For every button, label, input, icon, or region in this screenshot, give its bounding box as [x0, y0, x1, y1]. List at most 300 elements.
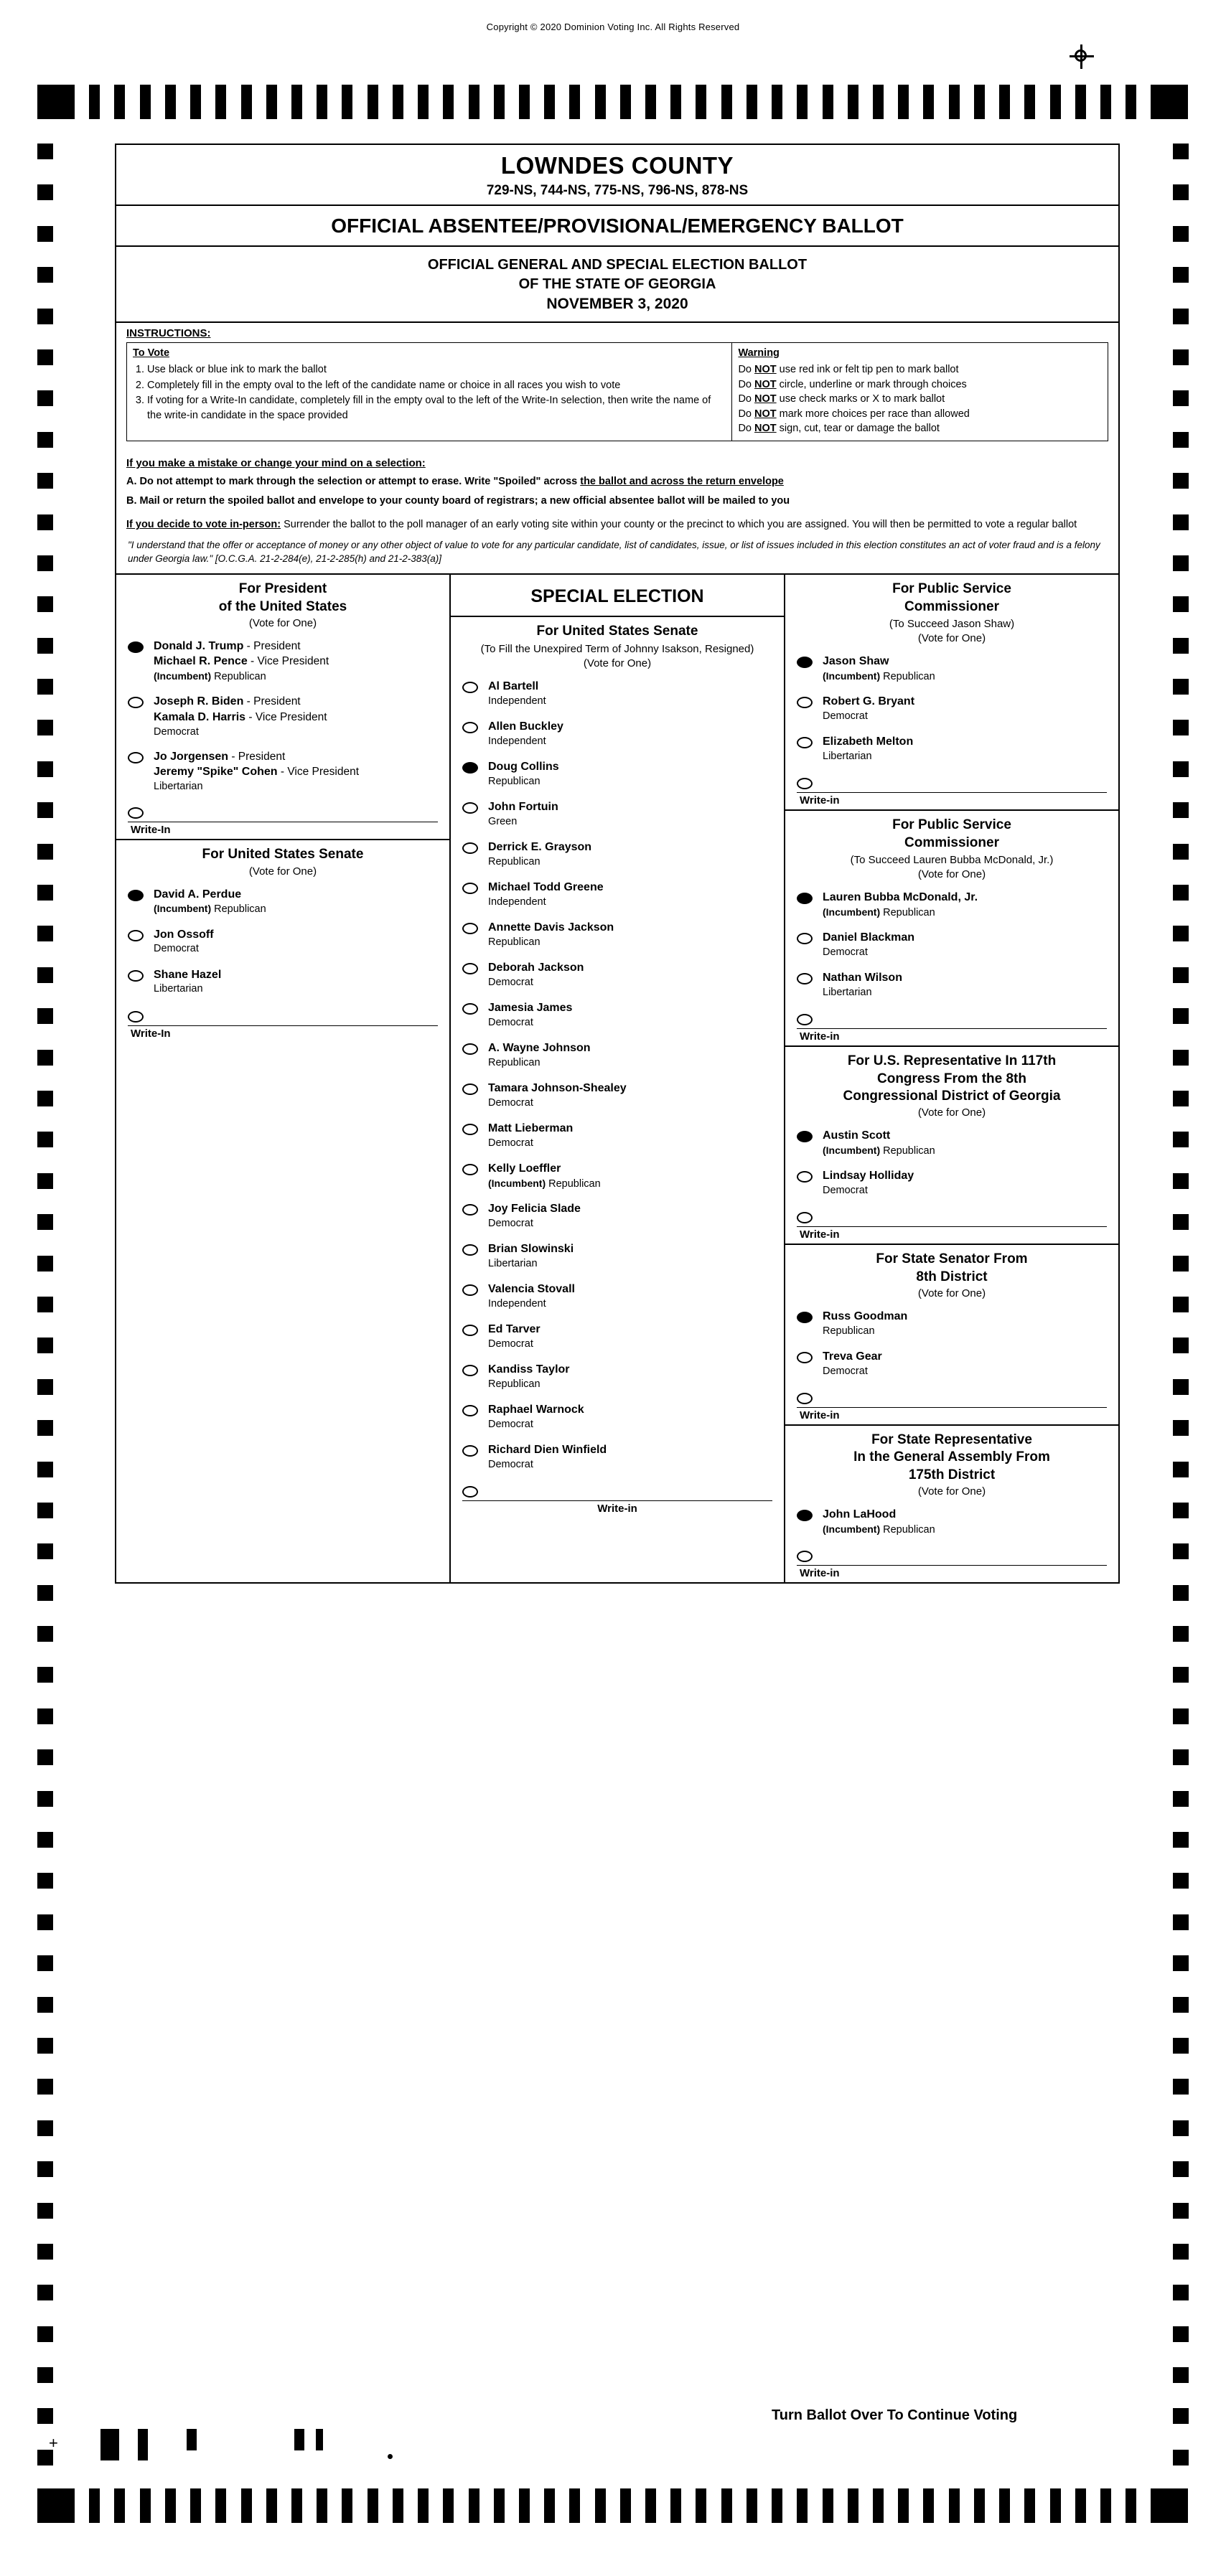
write-in-option[interactable]	[785, 1005, 1118, 1025]
candidate-text	[488, 840, 591, 869]
timing-mark	[294, 2429, 304, 2450]
turn-ballot-note: Turn Ballot Over To Continue Voting	[772, 2407, 1018, 2423]
timing-mark	[418, 2488, 429, 2523]
timing-mark	[949, 2488, 960, 2523]
write-in-line[interactable]	[797, 1226, 1107, 1241]
candidate-text	[823, 1507, 935, 1537]
timing-mark	[974, 2488, 985, 2523]
timing-mark	[418, 85, 429, 119]
candidate-option[interactable]	[451, 875, 784, 915]
write-in-label: Write-in	[597, 1503, 637, 1515]
write-in-option[interactable]	[116, 1002, 449, 1023]
timing-mark	[823, 2488, 833, 2523]
timing-mark	[1173, 1749, 1189, 1765]
contest-subtitle: (To Succeed Jason Shaw)	[889, 617, 1015, 630]
candidate-option[interactable]	[116, 962, 449, 1002]
timing-mark	[37, 2161, 53, 2177]
selected-vote-oval[interactable]	[797, 1312, 813, 1323]
running-mate-office: - Vice President	[245, 710, 327, 723]
candidate-option[interactable]	[451, 1076, 784, 1116]
timing-mark	[544, 2488, 555, 2523]
timing-mark	[1173, 596, 1189, 612]
candidate-text	[823, 654, 935, 684]
timing-mark	[37, 1379, 53, 1395]
vote-oval[interactable]	[462, 1164, 478, 1175]
contest-title: For Public Service Commissioner	[892, 581, 1011, 614]
candidate-option[interactable]	[451, 714, 784, 754]
timing-mark	[291, 2488, 302, 2523]
vote-oval[interactable]	[128, 970, 144, 982]
vote-oval[interactable]	[128, 752, 144, 763]
timing-mark	[1173, 1626, 1189, 1642]
timing-mark	[342, 2488, 352, 2523]
candidate-party: Republican	[488, 1378, 541, 1390]
vote-oval[interactable]	[462, 1244, 478, 1256]
candidate-party: Democrat	[823, 710, 868, 722]
timing-mark	[999, 85, 1010, 119]
timing-mark	[37, 349, 53, 365]
timing-mark	[721, 2488, 732, 2523]
timing-mark	[797, 85, 808, 119]
timing-marks-left	[37, 144, 53, 2450]
candidate-party: Democrat	[823, 946, 868, 959]
timing-mark	[1173, 885, 1189, 901]
candidate-option[interactable]	[785, 1344, 1118, 1384]
vote-oval[interactable]	[462, 1405, 478, 1416]
selected-vote-oval[interactable]	[128, 890, 144, 901]
timing-mark	[1173, 967, 1189, 983]
candidate-text	[823, 1309, 907, 1338]
timing-mark	[37, 144, 53, 159]
contest-title: For President of the United States	[218, 581, 347, 614]
timing-mark	[1024, 2488, 1035, 2523]
timing-mark	[215, 85, 226, 119]
vote-oval[interactable]	[462, 722, 478, 733]
timing-mark	[1173, 1214, 1189, 1230]
timing-mark	[1173, 1091, 1189, 1106]
vote-oval[interactable]	[797, 1393, 813, 1404]
write-in-label: Write-in	[800, 1030, 840, 1043]
vote-oval[interactable]	[797, 973, 813, 984]
ballot-type-title: OFFICIAL ABSENTEE/PROVISIONAL/EMERGENCY BALLOT	[116, 206, 1118, 247]
timing-mark	[1173, 432, 1189, 448]
mistake-a-underlined: the ballot and across the return envelope	[580, 475, 784, 487]
candidate-name: Lauren Bubba McDonald, Jr.	[823, 891, 978, 904]
running-mate-name: Jeremy "Spike" Cohen	[154, 766, 278, 779]
candidate-name: Shane Hazel	[154, 968, 222, 981]
candidate-option[interactable]	[785, 1502, 1118, 1542]
timing-mark	[241, 2488, 252, 2523]
vote-oval[interactable]	[462, 923, 478, 934]
timing-mark	[37, 226, 53, 242]
timing-mark	[974, 85, 985, 119]
vote-oval[interactable]	[128, 697, 144, 708]
selected-vote-oval[interactable]	[462, 762, 478, 774]
candidate-party: Democrat	[488, 1096, 533, 1109]
timing-mark	[37, 2244, 53, 2260]
candidate-party: (Incumbent) Republican	[823, 906, 935, 919]
candidate-text	[488, 1282, 575, 1311]
mistake-title: If you make a mistake or change your mind on a selection:	[126, 456, 426, 469]
candidate-option[interactable]	[451, 1357, 784, 1397]
timing-mark	[140, 2488, 151, 2523]
mistake-option-b: B. Mail or return the spoiled ballot and envelope to your county board of registrars; a new official absentee ballot will be mailed to you	[126, 495, 790, 507]
candidate-party: Libertarian	[823, 987, 872, 999]
timing-mark	[670, 85, 681, 119]
candidate-party: Republican	[488, 1056, 541, 1068]
candidate-text	[488, 960, 584, 989]
timing-mark	[37, 432, 53, 448]
candidate-name: Joy Felicia Slade	[488, 1203, 581, 1215]
vote-oval[interactable]	[462, 1365, 478, 1376]
timing-marks-right	[1173, 144, 1189, 2450]
footer-dot-mark	[388, 2454, 393, 2459]
candidate-name: Daniel Blackman	[823, 931, 915, 944]
timing-mark	[37, 2079, 53, 2095]
contest	[785, 575, 1118, 811]
candidate-text	[823, 970, 902, 1000]
timing-mark	[443, 85, 454, 119]
candidate-name: A. Wayne Johnson	[488, 1042, 591, 1054]
timing-mark	[494, 2488, 505, 2523]
candidate-option[interactable]	[785, 689, 1118, 729]
vote-oval[interactable]	[797, 1352, 813, 1363]
candidate-option[interactable]	[785, 1163, 1118, 1203]
vote-oval[interactable]	[462, 842, 478, 854]
timing-mark	[1173, 1667, 1189, 1683]
vote-oval[interactable]	[797, 778, 813, 789]
timing-mark	[37, 885, 53, 901]
timing-mark	[37, 596, 53, 612]
vote-oval[interactable]	[462, 1284, 478, 1296]
candidate-text	[488, 799, 558, 829]
timing-marks-bottom	[37, 2488, 1189, 2523]
vote-oval[interactable]	[462, 1204, 478, 1216]
vote-oval[interactable]	[462, 802, 478, 814]
candidate-name: Jo Jorgensen	[154, 750, 229, 763]
timing-mark	[1173, 1543, 1189, 1559]
special-election-header: SPECIAL ELECTION	[451, 575, 784, 617]
candidate-option[interactable]	[116, 922, 449, 962]
candidate-text	[823, 930, 914, 959]
candidate-text	[823, 694, 914, 723]
candidate-option[interactable]	[451, 1035, 784, 1076]
contest-title: For United States Senate	[536, 624, 698, 639]
candidate-text	[488, 719, 563, 748]
timing-mark	[138, 2429, 148, 2460]
timing-mark	[620, 85, 631, 119]
candidate-office: - President	[243, 639, 301, 652]
timing-mark	[37, 514, 53, 530]
timing-mark	[898, 2488, 909, 2523]
timing-mark	[37, 1008, 53, 1024]
timing-mark	[1100, 85, 1111, 119]
timing-mark	[1075, 2488, 1086, 2523]
contest-title: For United States Senate	[202, 847, 364, 862]
candidate-option[interactable]	[785, 729, 1118, 769]
warning-emphasis: NOT	[754, 363, 777, 375]
candidate-option[interactable]	[451, 835, 784, 875]
candidate-name: Lindsay Holliday	[823, 1170, 914, 1183]
to-vote-steps	[133, 362, 726, 423]
candidate-option[interactable]	[451, 1156, 784, 1196]
timing-mark	[595, 2488, 606, 2523]
vote-oval[interactable]	[128, 807, 144, 819]
write-in-option[interactable]	[785, 1203, 1118, 1223]
timing-mark	[37, 1462, 53, 1477]
timing-mark	[100, 2429, 119, 2460]
timing-mark	[1173, 1338, 1189, 1353]
ballot-column-1	[116, 575, 451, 1582]
vote-oval[interactable]	[462, 1003, 478, 1015]
timing-mark	[1173, 2285, 1189, 2300]
timing-mark	[772, 85, 782, 119]
candidate-name: Austin Scott	[823, 1129, 891, 1142]
vote-oval[interactable]	[128, 930, 144, 941]
candidate-party: Independent	[488, 695, 546, 707]
timing-mark	[696, 2488, 706, 2523]
timing-mark	[595, 85, 606, 119]
timing-mark	[190, 2488, 201, 2523]
contest	[116, 575, 449, 840]
timing-mark	[1173, 1708, 1189, 1724]
candidate-option[interactable]	[451, 794, 784, 835]
vote-oval[interactable]	[462, 1325, 478, 1336]
timing-mark	[494, 85, 505, 119]
write-in-option[interactable]	[451, 1477, 784, 1498]
candidate-option[interactable]	[451, 915, 784, 955]
timing-mark	[469, 2488, 479, 2523]
vote-for-instruction: (Vote for One)	[917, 1485, 986, 1498]
timing-mark	[1173, 2408, 1189, 2424]
candidate-text	[488, 679, 546, 708]
candidate-text	[154, 887, 266, 917]
candidate-name: Robert G. Bryant	[823, 695, 915, 708]
timing-mark	[291, 85, 302, 119]
candidate-text	[823, 1128, 935, 1158]
candidate-party: Libertarian	[154, 983, 203, 995]
timing-mark	[923, 2488, 934, 2523]
timing-mark	[368, 85, 378, 119]
timing-mark	[1173, 1832, 1189, 1848]
timing-mark	[37, 1873, 53, 1889]
candidate-text	[488, 1000, 572, 1030]
vote-oval[interactable]	[462, 1445, 478, 1457]
selected-vote-oval[interactable]	[128, 641, 144, 653]
vote-oval[interactable]	[797, 697, 813, 708]
vote-oval[interactable]	[797, 1212, 813, 1223]
vote-oval[interactable]	[462, 1043, 478, 1055]
selected-vote-oval[interactable]	[797, 1510, 813, 1521]
candidate-party: Republican	[488, 775, 541, 787]
timing-mark	[368, 2488, 378, 2523]
timing-mark	[37, 1955, 53, 1971]
write-in-option[interactable]	[785, 1542, 1118, 1562]
vote-oval[interactable]	[797, 1171, 813, 1183]
timing-mark	[37, 85, 75, 119]
candidate-option[interactable]	[785, 1304, 1118, 1344]
timing-mark	[187, 2429, 197, 2450]
timing-mark	[89, 2488, 100, 2523]
candidate-option[interactable]	[451, 674, 784, 714]
timing-mark	[317, 85, 327, 119]
timing-mark	[1173, 555, 1189, 571]
voter-fraud-oath: "I understand that the offer or acceptance of money or any other object of value to vote for any particular candidate, list of candidates, issue, or list of issues included in this election constitutes an act of voter fraud and is a felony under Georgia law." [O.C.G.A. 21-2-284(e), 21-2-285(h) and 21-2-383(a)]	[128, 540, 1100, 565]
write-in-line[interactable]	[797, 1028, 1107, 1043]
timing-mark	[1173, 2244, 1189, 2260]
vote-oval[interactable]	[797, 1551, 813, 1562]
candidate-name: Ed Tarver	[488, 1323, 541, 1335]
timing-mark	[37, 1420, 53, 1436]
candidate-option[interactable]	[451, 1196, 784, 1236]
vote-oval[interactable]	[462, 682, 478, 693]
vote-oval[interactable]	[797, 1014, 813, 1025]
vote-for-instruction: (Vote for One)	[917, 1287, 986, 1299]
timing-mark	[1050, 2488, 1061, 2523]
candidate-option[interactable]	[116, 634, 449, 690]
vote-oval[interactable]	[462, 1083, 478, 1095]
timing-mark	[1100, 2488, 1111, 2523]
candidate-option[interactable]	[451, 754, 784, 794]
timing-mark	[37, 2285, 53, 2300]
write-in-line[interactable]	[462, 1500, 772, 1515]
candidate-option[interactable]	[451, 1116, 784, 1156]
selected-vote-oval[interactable]	[797, 1131, 813, 1142]
timing-mark	[923, 85, 934, 119]
candidate-option[interactable]	[116, 744, 449, 799]
vote-oval[interactable]	[797, 737, 813, 748]
candidate-party: (Incumbent) Republican	[154, 903, 266, 916]
timing-mark	[1173, 1050, 1189, 1066]
timing-mark	[37, 1214, 53, 1230]
timing-mark	[1173, 184, 1189, 200]
write-in-line[interactable]	[797, 1407, 1107, 1421]
timing-mark	[645, 2488, 656, 2523]
write-in-line[interactable]	[128, 1025, 438, 1040]
candidate-option[interactable]	[451, 1236, 784, 1277]
timing-mark	[898, 85, 909, 119]
candidate-name: Kandiss Taylor	[488, 1363, 570, 1376]
timing-mark	[37, 1585, 53, 1601]
timing-mark	[37, 2367, 53, 2383]
candidate-option[interactable]	[451, 1397, 784, 1437]
write-in-option[interactable]	[785, 769, 1118, 789]
timing-mark	[772, 2488, 782, 2523]
running-mate-name: Kamala D. Harris	[154, 710, 246, 723]
selected-vote-oval[interactable]	[797, 657, 813, 668]
timing-mark	[37, 1914, 53, 1930]
vote-oval[interactable]	[462, 1124, 478, 1135]
timing-mark	[165, 2488, 176, 2523]
candidate-option[interactable]	[116, 882, 449, 922]
candidate-text	[488, 1402, 584, 1432]
candidate-option[interactable]	[451, 1317, 784, 1357]
candidate-name: Raphael Warnock	[488, 1404, 584, 1416]
candidate-option[interactable]	[451, 995, 784, 1035]
timing-mark	[1173, 309, 1189, 324]
candidate-name: Deborah Jackson	[488, 962, 584, 974]
candidate-name: John LaHood	[823, 1508, 897, 1520]
candidate-name: Jon Ossoff	[154, 928, 214, 941]
timing-mark	[37, 1543, 53, 1559]
timing-mark	[1173, 1462, 1189, 1477]
timing-mark	[1173, 473, 1189, 489]
write-in-line[interactable]	[128, 822, 438, 836]
timing-mark	[1173, 226, 1189, 242]
candidate-text	[154, 694, 327, 739]
vote-oval[interactable]	[462, 1486, 478, 1498]
candidate-party: Democrat	[488, 1458, 533, 1470]
ballot-column-2	[451, 575, 785, 1582]
timing-mark	[620, 2488, 631, 2523]
candidate-option[interactable]	[785, 649, 1118, 689]
timing-mark	[317, 2488, 327, 2523]
timing-mark	[165, 85, 176, 119]
timing-mark	[544, 85, 555, 119]
candidate-office: - President	[243, 695, 301, 708]
timing-mark	[1024, 85, 1035, 119]
timing-mark	[37, 679, 53, 695]
warning-item: Do NOT use check marks or X to mark ballot	[738, 393, 945, 405]
timing-mark	[37, 720, 53, 735]
vote-oval[interactable]	[797, 933, 813, 944]
vote-oval[interactable]	[462, 883, 478, 894]
write-in-line[interactable]	[797, 792, 1107, 807]
write-in-option[interactable]	[116, 799, 449, 819]
candidate-option[interactable]	[785, 1123, 1118, 1163]
contest-title: For U.S. Representative In 117th Congress From the 8th Congressional District of Georgia	[843, 1053, 1061, 1104]
timing-mark	[37, 926, 53, 941]
timing-mark	[37, 967, 53, 983]
candidate-option[interactable]	[451, 1277, 784, 1317]
ballot-columns	[116, 573, 1118, 1582]
candidate-party: Democrat	[154, 725, 199, 738]
candidate-text	[488, 880, 604, 909]
copyright-notice: Copyright © 2020 Dominion Voting Inc. All Rights Reserved	[486, 22, 740, 32]
candidate-option[interactable]	[451, 955, 784, 995]
timing-mark	[848, 85, 858, 119]
timing-mark	[37, 1091, 53, 1106]
candidate-party: Democrat	[488, 1137, 533, 1149]
timing-mark	[316, 2429, 323, 2450]
write-in-line[interactable]	[797, 1565, 1107, 1579]
candidate-text	[488, 1081, 627, 1110]
candidate-option[interactable]	[785, 965, 1118, 1005]
candidate-party: Democrat	[488, 1217, 533, 1229]
timing-mark	[1126, 2488, 1136, 2523]
candidate-party: (Incumbent) Republican	[154, 670, 266, 683]
vote-oval[interactable]	[462, 963, 478, 974]
timing-mark	[721, 85, 732, 119]
vote-oval[interactable]	[128, 1011, 144, 1023]
timing-mark	[1173, 1873, 1189, 1889]
candidate-option[interactable]	[451, 1437, 784, 1477]
timing-mark	[1173, 349, 1189, 365]
candidate-option[interactable]	[785, 925, 1118, 965]
ballot-column-3	[785, 575, 1118, 1582]
candidate-option[interactable]	[116, 689, 449, 744]
timing-mark	[37, 1256, 53, 1271]
selected-vote-oval[interactable]	[797, 893, 813, 904]
candidate-name: Allen Buckley	[488, 720, 563, 733]
candidate-name: Richard Dien Winfield	[488, 1444, 607, 1456]
timing-mark	[1173, 144, 1189, 159]
write-in-option[interactable]	[785, 1384, 1118, 1404]
candidate-option[interactable]	[785, 885, 1118, 925]
footer-barcode-marks	[100, 2429, 531, 2460]
timing-mark	[1050, 85, 1061, 119]
timing-mark	[797, 2488, 808, 2523]
